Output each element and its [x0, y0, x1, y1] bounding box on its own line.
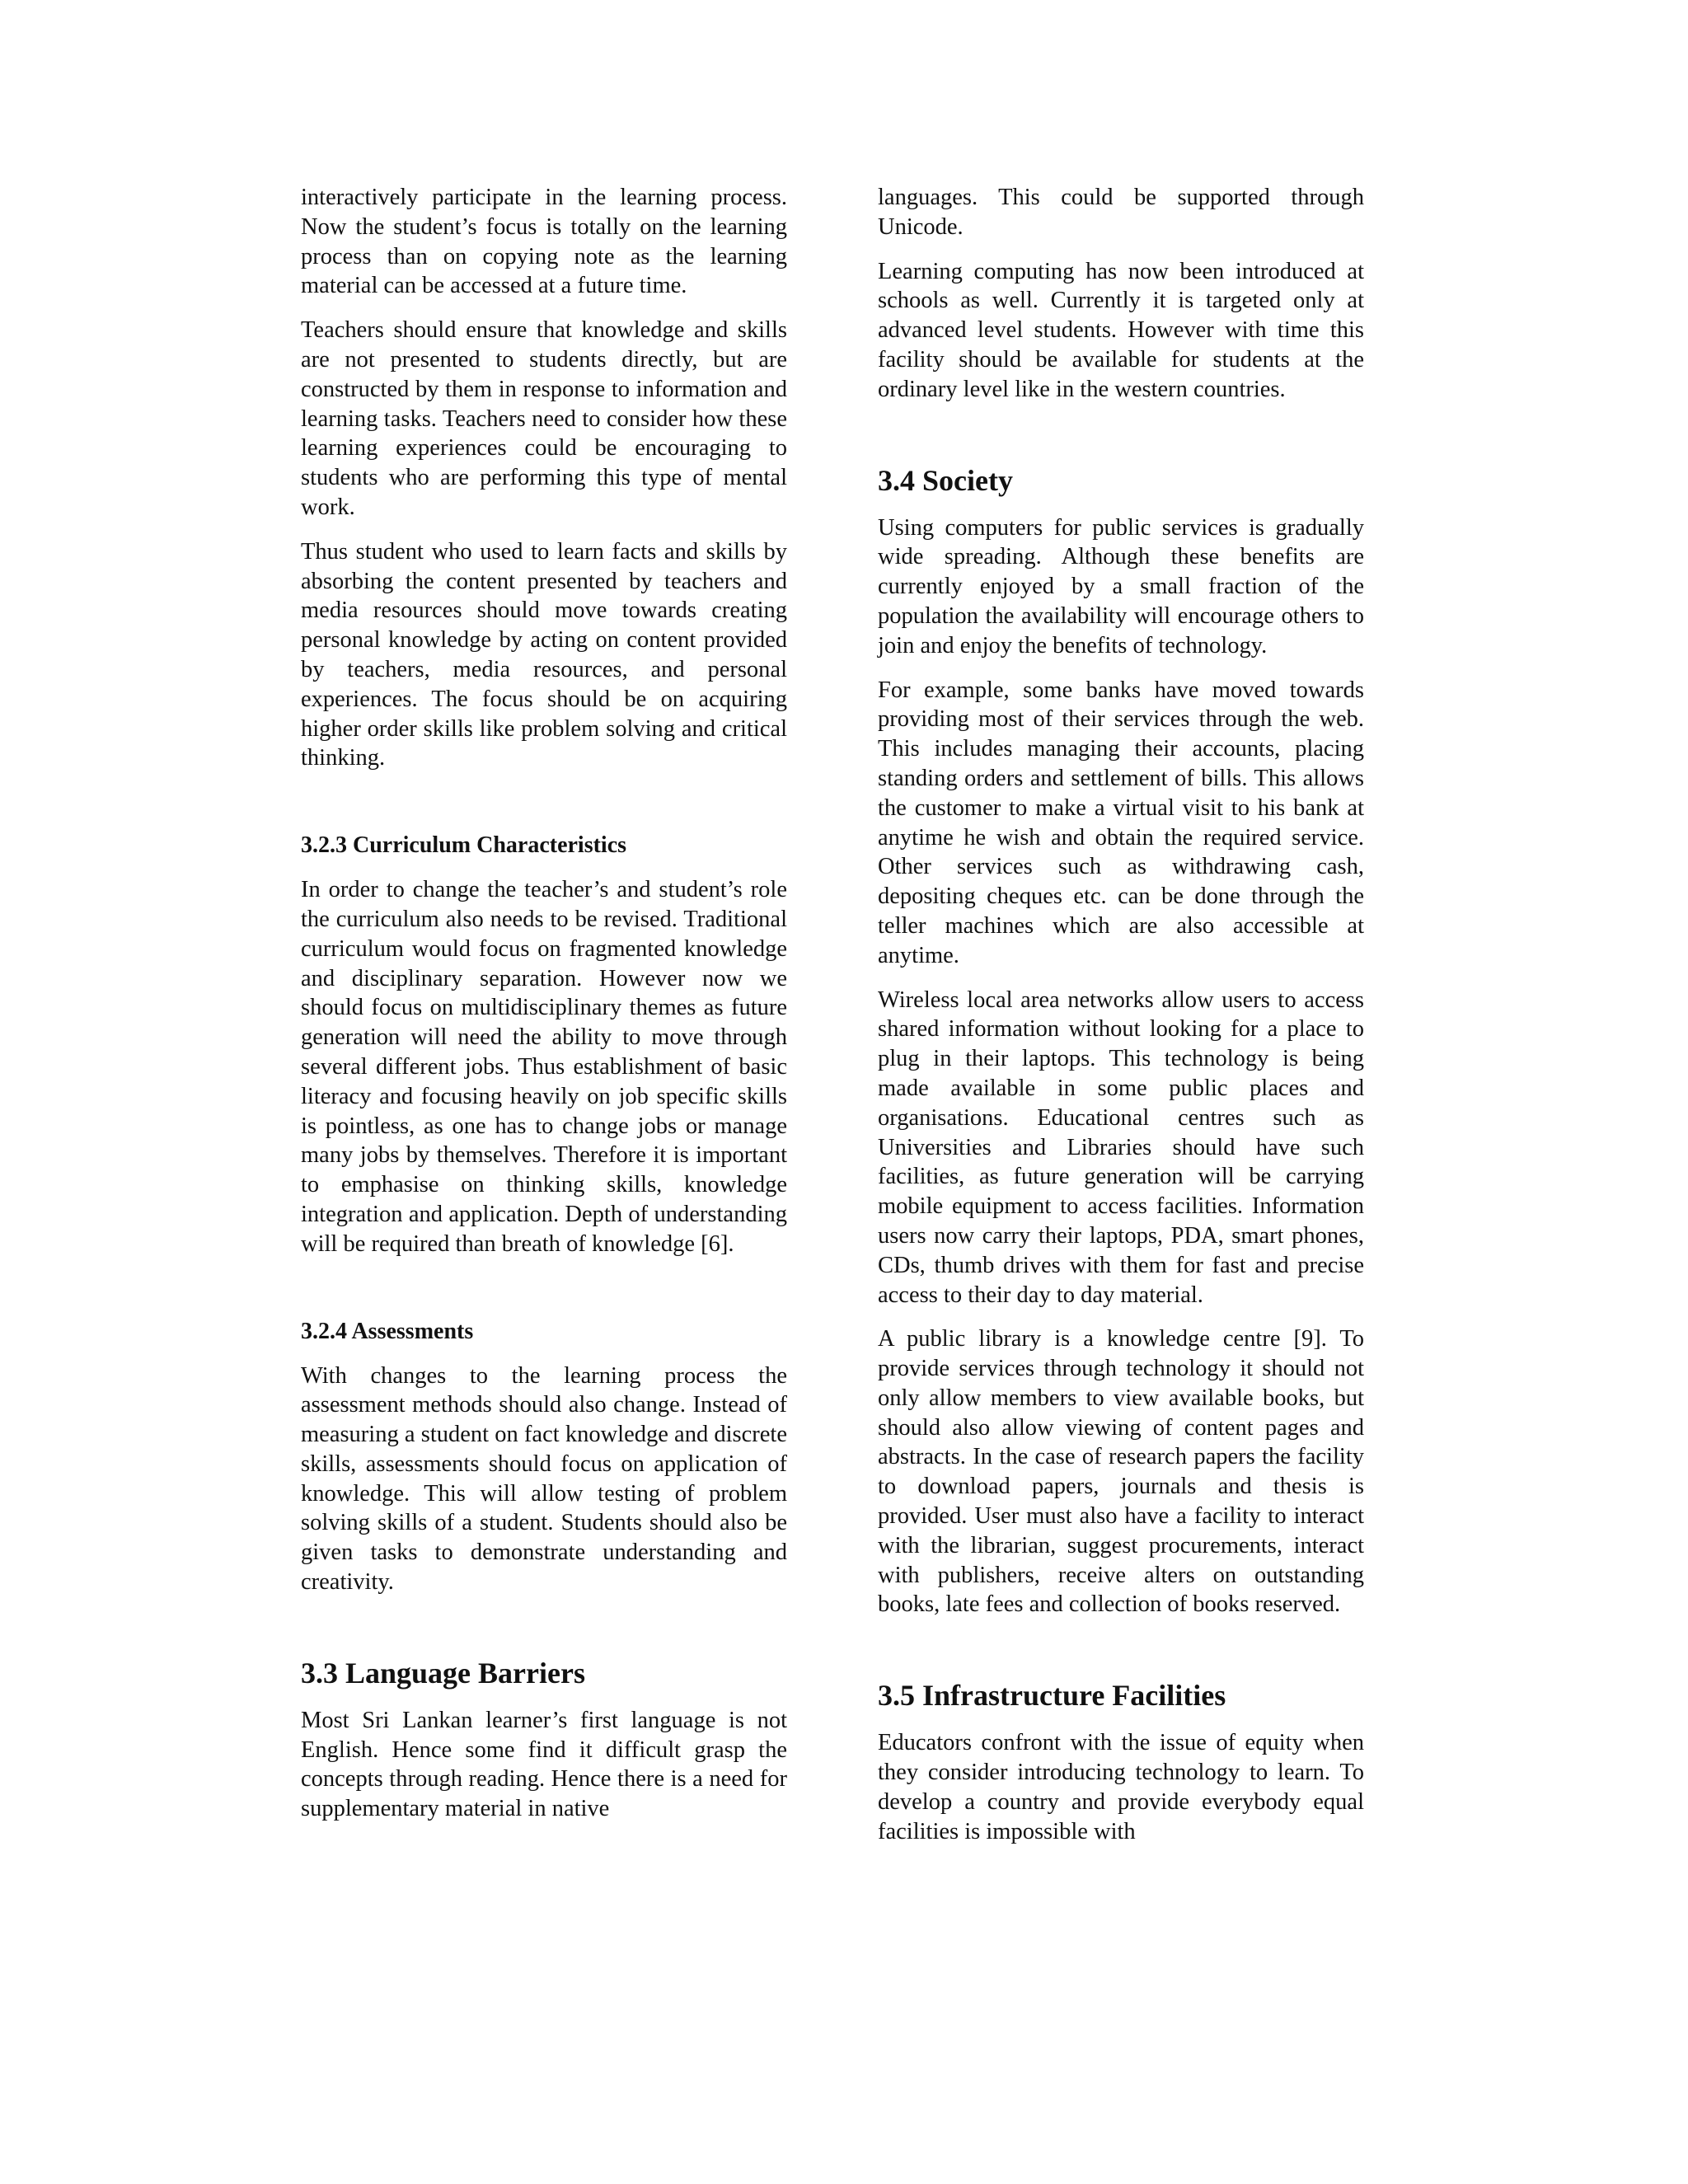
spacer — [301, 788, 787, 831]
spacer — [878, 1634, 1364, 1677]
paragraph-banks: For example, some banks have moved towards providing most of their services through the web. This includes managing their accounts, placing standing orders and settlement of bills. This allows the customer to make a virtual visit to his bank at anytime he wish and obtain the required service. Other services such as withdrawing cash, depositing cheques etc. can be done through the teller machines which are also accessible at anytime. — [878, 677, 1364, 968]
heading-assessments: 3.2.4 Assessments — [301, 1318, 474, 1344]
paragraph-assessments: With changes to the learning process the assessment methods should also change. Instead of measuring a student on fact knowledge and discrete skills, assessments should focus on application of knowledge. This will allow testing of problem solving skills of a student. Students should also be given tasks to demonstrate understanding and creativity. — [301, 1362, 787, 1596]
paragraph-curriculum: In order to change the teacher’s and student’s role the curriculum also needs to be revised. Traditional curriculum would focus on fragmented knowledge and disciplinary separation. However now we should focus on multidisciplinary themes as future generation will need the ability to move through several different jobs. Thus establishment of basic literacy and focusing heavily on job specific skills is pointless, as one has to change jobs or manage many jobs by themselves. Therefore it is important to emphasise on thinking skills, knowledge integration and application. Depth of understanding will be required than breath of knowledge [6]. — [301, 877, 787, 1257]
paragraph-interactive-participation: interactively participate in the learning process. Now the student’s focus is totally on the learning process than on copying note as the learning material can be accessed at a future time. — [301, 185, 787, 299]
spacer — [878, 419, 1364, 462]
paragraph-student-knowledge: Thus student who used to learn facts and skills by absorbing the content presented by teachers and media resources should move towards creating personal knowledge by acting on content provided by teachers, media resources, and personal experiences. The focus should be on acquiring higher order skills like problem solving and critical thinking. — [301, 538, 787, 771]
paragraph-wireless-networks: Wireless local area networks allow users to access shared information without looking for a place to plug in their laptops. This technology is being made available in some public places and organisations. Educational centres such as Universities and Libraries should have such facilities, as future generation will be carrying mobile equipment to access facilities. Information users now carry their laptops, PDA, smart phones, CDs, thumb drives with them for fast and precise access to their day to day material. — [878, 987, 1364, 1308]
heading-society: 3.4 Society — [878, 463, 1013, 497]
paragraph-teachers-ensure: Teachers should ensure that knowledge and skills are not presented to students directly, but are constructed by them in response to information and learning tasks. Teachers need to consider how these learning experiences could be encouraging to students who are performing this type of mental work. — [301, 317, 787, 520]
paragraph-equity: Educators confront with the issue of equity when they consider introducing technology to learn. To develop a country and provide everybody equal facilities is impossible with — [878, 1730, 1364, 1844]
paragraph-language-barriers: Most Sri Lankan learner’s first language is not English. Hence some find it difficult grasp the concepts through reading. Hence there is a need for supplementary material in native — [301, 1707, 787, 1822]
heading-curriculum-characteristics: 3.2.3 Curriculum Characteristics — [301, 832, 627, 859]
spacer — [301, 1274, 787, 1317]
paragraph-public-library: A public library is a knowledge centre [9]. To provide services through technology it should not only allow members to view available books, but should also allow viewing of content pages and abstracts. In the case of research papers the facility to download papers, journals and thesis is provided. User must also have a facility to interact with the librarian, suggest procurements, interact with publishers, receive alters on outstanding books, late fees and collection of books reserved. — [878, 1326, 1364, 1618]
paragraph-learning-computing: Learning computing has now been introduced at schools as well. Currently it is targeted only at advanced level students. However with time this facility should be available for students at the ordinary level like in the western countries. — [878, 258, 1364, 402]
heading-infrastructure-facilities: 3.5 Infrastructure Facilities — [878, 1679, 1226, 1713]
left-column — [301, 183, 787, 1839]
paragraph-unicode: languages. This could be supported through Unicode. — [878, 185, 1364, 240]
paragraph-public-services: Using computers for public services is gradually wide spreading. Although these benefits are currently enjoyed by a small fraction of the population the availability will encourage others to join and enjoy the benefits of technology. — [878, 514, 1364, 658]
right-column — [878, 183, 1364, 1861]
heading-language-barriers: 3.3 Language Barriers — [301, 1656, 585, 1690]
spacer — [301, 1612, 787, 1655]
